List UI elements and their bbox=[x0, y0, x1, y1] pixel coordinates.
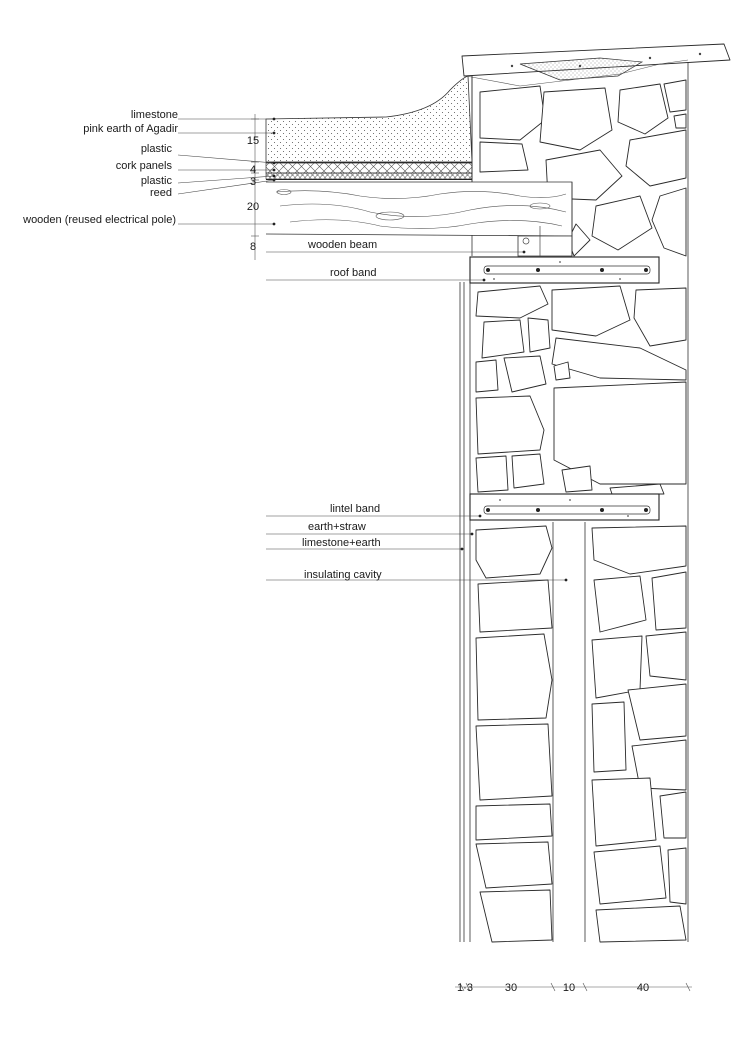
label-pink-earth: pink earth of Agadir bbox=[83, 123, 178, 135]
label-roof-band: roof band bbox=[330, 267, 377, 279]
label-cork-panels: cork panels bbox=[115, 160, 172, 172]
dim-15: 15 bbox=[246, 135, 260, 147]
parapet-coping bbox=[462, 44, 730, 86]
label-limestone-earth: limestone+earth bbox=[302, 537, 381, 549]
label-reed: reed bbox=[149, 187, 172, 199]
dim-10: 10 bbox=[562, 982, 576, 994]
roof-dimension-values bbox=[247, 135, 259, 253]
label-plastic-top: plastic bbox=[140, 143, 172, 155]
label-insulating-cavity: insulating cavity bbox=[304, 569, 382, 581]
label-wooden-beam: wooden beam bbox=[308, 239, 378, 251]
dim-20: 20 bbox=[246, 201, 260, 213]
label-lintel-band: lintel band bbox=[330, 503, 381, 515]
dim-4: 4 bbox=[249, 164, 257, 176]
lintel-band bbox=[470, 494, 659, 520]
dim-8: 8 bbox=[249, 241, 257, 253]
label-limestone: limestone bbox=[130, 109, 178, 121]
dim-1-3: 1·3 bbox=[457, 982, 473, 994]
dim-30: 30 bbox=[504, 982, 518, 994]
label-earth-straw: earth+straw bbox=[308, 521, 366, 533]
dim-3: 3 bbox=[249, 176, 257, 188]
label-wooden-pole: wooden (reused electrical pole) bbox=[23, 214, 176, 226]
label-plastic-bottom: plastic bbox=[140, 175, 172, 187]
dim-40: 40 bbox=[636, 982, 650, 994]
roof-band bbox=[470, 257, 659, 283]
stone-wall-lower bbox=[476, 522, 686, 942]
wall-dimension-values bbox=[457, 982, 649, 994]
